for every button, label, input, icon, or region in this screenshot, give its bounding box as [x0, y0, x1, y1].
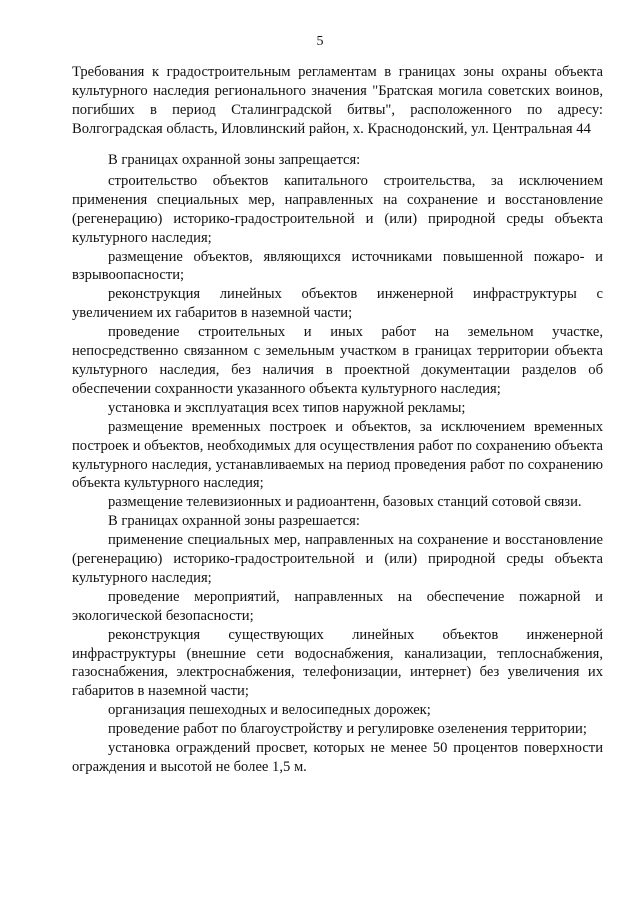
page-number: 5 — [316, 34, 324, 49]
permitted-item: проведение мероприятий, направленных на обеспечение пожарной и экологической безопасности; — [72, 588, 603, 624]
prohibited-item: проведение строительных и иных работ на земельном участке, непосредственно связанном с земельным участком в границах территории объекта культурного наследия, без наличия в проектной документации разделов об обеспечении сохранности указанного объекта культурного наследия; — [72, 324, 603, 397]
permitted-item: применение специальных мер, направленных на сохранение и восстановление (регенерацию) историко-градостроительной и (или) природной среды объекта культурного наследия; — [72, 532, 603, 586]
document-body — [72, 151, 603, 777]
prohibited-item: размещение телевизионных и радиоантенн, базовых станций сотовой связи. — [108, 494, 582, 511]
prohibited-item: реконструкция линейных объектов инженерной инфраструктуры с увеличением их габаритов в наземной части; — [72, 286, 603, 322]
prohibited-item: установка и эксплуатация всех типов наружной рекламы; — [108, 399, 466, 416]
permitted-item: реконструкция существующих линейных объектов инженерной инфраструктуры (внешние сети водоснабжения, канализации, теплоснабжения, газоснабжения, электроснабжения, телефонизации, интернет) без увеличения их габаритов в наземной части; — [72, 626, 603, 700]
document-title: Требования к градостроительным регламентам в границах зоны охраны объекта культурного наследия регионального значения "Братская могила советских воинов, погибших в период Сталинградской битвы", расположенного по адресу: Волгоградская область, Иловлинский район, х. Краснодонский, ул. Центральная 44 — [72, 64, 603, 137]
permitted-item: проведение работ по благоустройству и регулировке озеленения территории; — [108, 721, 587, 738]
permitted-item: организация пешеходных и велосипедных дорожек; — [108, 702, 431, 719]
prohibited-item: размещение временных построек и объектов, за исключением временных построек и объектов, необходимых для осуществления работ по сохранению объекта культурного наследия, устанавливаемых на период проведения работ по сохранению объекта культурного наследия; — [72, 418, 603, 492]
prohibited-item: строительство объектов капитального строительства, за исключением применения специальных мер, направленных на сохранение и восстановление (регенерацию) историко-градостроительной и (или) природной среды объекта культурного наследия; — [72, 172, 603, 246]
prohibited-heading: В границах охранной зоны запрещается: — [108, 152, 361, 168]
prohibited-item: размещение объектов, являющихся источниками повышенной пожаро- и взрывоопасности; — [72, 248, 603, 284]
permitted-item: установка ограждений просвет, которых не менее 50 процентов поверхности ограждения и высотой не более 1,5 м. — [72, 740, 603, 775]
permitted-heading: В границах охранной зоны разрешается: — [108, 513, 360, 530]
